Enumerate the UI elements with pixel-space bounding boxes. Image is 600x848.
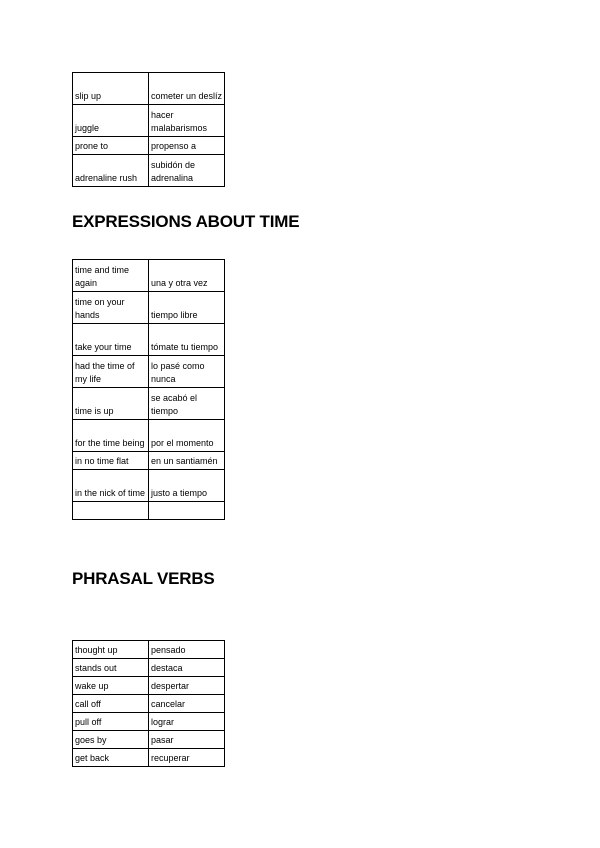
table-row: [73, 641, 225, 659]
english-cell: pull off: [73, 713, 149, 731]
english-cell: time on your hands: [73, 292, 149, 324]
spanish-cell: por el momento: [149, 420, 225, 452]
table-row: [73, 137, 225, 155]
spanish-cell: lograr: [149, 713, 225, 731]
spanish-cell: cometer un deslíz: [149, 73, 225, 105]
spanish-cell: cancelar: [149, 695, 225, 713]
spanish-cell: una y otra vez: [149, 260, 225, 292]
table-row: [73, 470, 225, 502]
english-cell: in the nick of time: [73, 470, 149, 502]
english-cell: in no time flat: [73, 452, 149, 470]
spanish-cell: tiempo libre: [149, 292, 225, 324]
english-cell: thought up: [73, 641, 149, 659]
time-expressions-table: [72, 259, 225, 520]
spanish-cell: destaca: [149, 659, 225, 677]
english-cell: wake up: [73, 677, 149, 695]
english-cell: get back: [73, 749, 149, 767]
english-cell: stands out: [73, 659, 149, 677]
table-row: [73, 677, 225, 695]
phrasal-verbs-table: [72, 640, 225, 767]
table-row: [73, 260, 225, 292]
table-row: [73, 73, 225, 105]
table-row: [73, 659, 225, 677]
english-cell: call off: [73, 695, 149, 713]
spanish-cell: pasar: [149, 731, 225, 749]
vocabulary-table: [72, 72, 225, 187]
table-row: [73, 155, 225, 187]
spanish-cell: [149, 502, 225, 520]
section-heading-time: EXPRESSIONS ABOUT TIME: [72, 212, 300, 231]
spanish-cell: lo pasé como nunca: [149, 356, 225, 388]
spanish-cell: en un santiamén: [149, 452, 225, 470]
spanish-cell: subidón de adrenalina: [149, 155, 225, 187]
spanish-cell: propenso a: [149, 137, 225, 155]
english-cell: prone to: [73, 137, 149, 155]
english-cell: had the time of my life: [73, 356, 149, 388]
english-cell: for the time being: [73, 420, 149, 452]
english-cell: time and time again: [73, 260, 149, 292]
table-row: [73, 695, 225, 713]
table-row: [73, 749, 225, 767]
english-cell: juggle: [73, 105, 149, 137]
spanish-cell: hacer malabarismos: [149, 105, 225, 137]
spanish-cell: justo a tiempo: [149, 470, 225, 502]
table-row: [73, 105, 225, 137]
spanish-cell: despertar: [149, 677, 225, 695]
table-row: [73, 388, 225, 420]
table-row: [73, 292, 225, 324]
table-row: [73, 452, 225, 470]
table-row: [73, 420, 225, 452]
spanish-cell: tómate tu tiempo: [149, 324, 225, 356]
spanish-cell: recuperar: [149, 749, 225, 767]
table-row-empty: [73, 502, 225, 520]
table-row: [73, 713, 225, 731]
spanish-cell: se acabó el tiempo: [149, 388, 225, 420]
english-cell: slip up: [73, 73, 149, 105]
english-cell: goes by: [73, 731, 149, 749]
table-row: [73, 324, 225, 356]
english-cell: time is up: [73, 388, 149, 420]
english-cell: [73, 502, 149, 520]
section-heading-phrasal-verbs: PHRASAL VERBS: [72, 569, 215, 588]
english-cell: take your time: [73, 324, 149, 356]
table-row: [73, 356, 225, 388]
english-cell: adrenaline rush: [73, 155, 149, 187]
table-row: [73, 731, 225, 749]
spanish-cell: pensado: [149, 641, 225, 659]
